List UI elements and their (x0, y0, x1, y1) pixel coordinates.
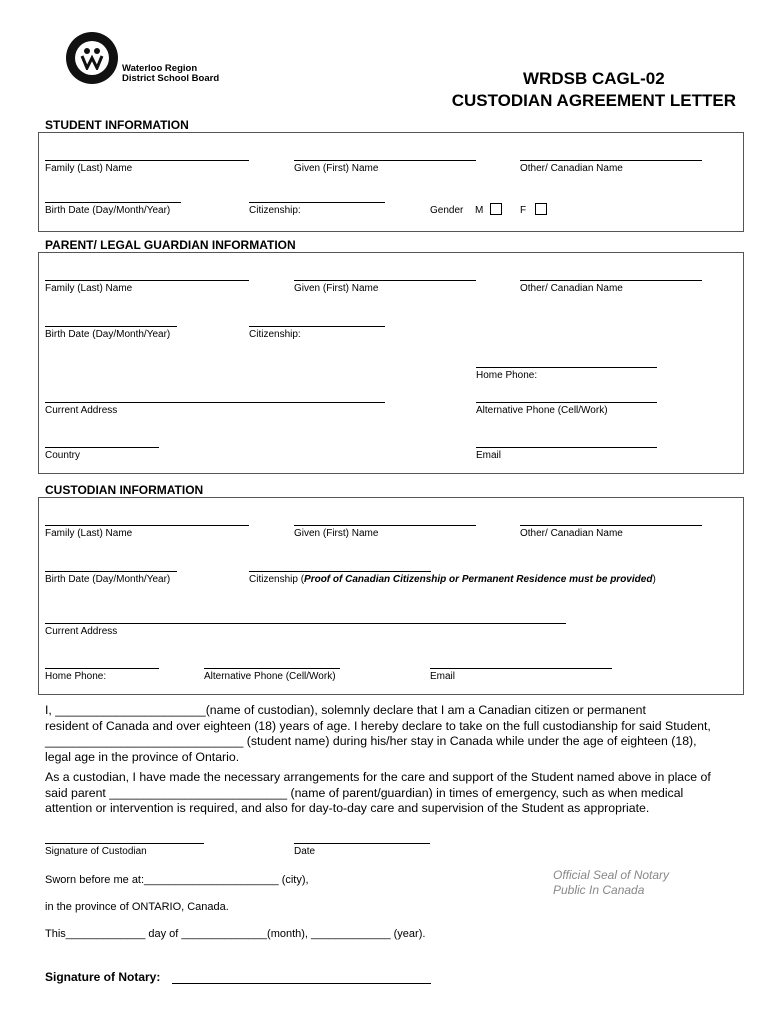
guardian-given-name-field[interactable] (294, 280, 476, 281)
notary-signature-label: Signature of Notary: (45, 970, 161, 984)
org-line2: District School Board (122, 73, 220, 84)
custodian-birth-date-field[interactable] (45, 571, 177, 572)
guardian-alt-phone-label: Alternative Phone (Cell/Work) (476, 405, 608, 416)
guardian-other-name-field[interactable] (520, 280, 702, 281)
custodian-given-name-field[interactable] (294, 525, 476, 526)
guardian-address-field[interactable] (45, 402, 385, 403)
student-given-name-field[interactable] (294, 160, 476, 161)
student-birth-date-field[interactable] (45, 202, 181, 203)
declaration-line: legal age in the province of Ontario. (45, 749, 240, 764)
custodian-arrangement-statement (45, 770, 737, 817)
guardian-home-phone-label: Home Phone: (476, 370, 538, 381)
guardian-family-name-field[interactable] (45, 280, 249, 281)
student-citizenship-label: Citizenship: (249, 205, 301, 216)
sworn-before-line: Sworn before me at:______________________ (city), (45, 874, 309, 886)
date-sworn-line: This_____________ day of ______________(month), _____________ (year). (45, 928, 426, 940)
student-family-name-label: Family (Last) Name (45, 163, 133, 174)
guardian-citizenship-field[interactable] (249, 326, 385, 327)
declaration-line: I, ______________________(name of custodian), solemnly declare that I am a Canadian citizen or permanent (45, 703, 646, 717)
custodian-info-box (38, 497, 744, 695)
declaration-line: _____________________________ (student name) during his/her stay in Canada while under the age of eighteen (18), (45, 734, 697, 749)
citizenship-proof-note: Proof of Canadian Citizenship or Permanent Residence must be provided (304, 574, 653, 585)
guardian-home-phone-field[interactable] (476, 367, 657, 368)
student-birth-date-label: Birth Date (Day/Month/Year) (45, 205, 171, 216)
custodian-citizenship-field[interactable] (249, 571, 431, 572)
citizenship-suffix: ) (652, 574, 656, 585)
student-gender-label: Gender (430, 205, 464, 216)
gender-f-label: F (520, 205, 527, 216)
custodian-alt-phone-field[interactable] (204, 668, 340, 669)
guardian-address-label: Current Address (45, 405, 118, 416)
gender-m-label: M (475, 205, 484, 216)
guardian-birth-date-label: Birth Date (Day/Month/Year) (45, 329, 171, 340)
guardian-email-label: Email (476, 450, 502, 461)
logo-figures-icon (80, 46, 104, 70)
student-other-name-label: Other/ Canadian Name (520, 163, 623, 174)
student-info-box (38, 132, 744, 232)
gender-m-checkbox[interactable] (490, 203, 502, 215)
guardian-alt-phone-field[interactable] (476, 402, 657, 403)
gender-f-checkbox[interactable] (535, 203, 547, 215)
guardian-birth-date-field[interactable] (45, 326, 177, 327)
guardian-email-field[interactable] (476, 447, 657, 448)
statement-line: said parent __________________________ (name of parent/guardian) in times of emergency, such as when medical (45, 785, 684, 800)
notary-signature-field[interactable] (172, 983, 431, 984)
custodian-family-name-field[interactable] (45, 525, 249, 526)
student-section-heading: STUDENT INFORMATION (45, 118, 189, 132)
student-family-name-field[interactable] (45, 160, 249, 161)
custodian-family-name-label: Family (Last) Name (45, 528, 133, 539)
student-other-name-field[interactable] (520, 160, 702, 161)
notary-seal-area (553, 868, 669, 898)
guardian-section-heading: PARENT/ LEGAL GUARDIAN INFORMATION (45, 238, 296, 252)
signature-date-field[interactable] (294, 843, 430, 844)
org-name (122, 64, 219, 84)
custodian-birth-date-label: Birth Date (Day/Month/Year) (45, 574, 171, 585)
student-given-name-label: Given (First) Name (294, 163, 379, 174)
custodian-address-field[interactable] (45, 623, 566, 624)
custodian-other-name-field[interactable] (520, 525, 702, 526)
custodian-email-label: Email (430, 671, 456, 682)
custodian-declaration (45, 703, 737, 765)
custodian-home-phone-label: Home Phone: (45, 671, 107, 682)
custodian-citizenship-label (249, 574, 656, 585)
guardian-other-name-label: Other/ Canadian Name (520, 283, 623, 294)
guardian-citizenship-label: Citizenship: (249, 329, 301, 340)
custodian-other-name-label: Other/ Canadian Name (520, 528, 623, 539)
citizenship-prefix: Citizenship ( (249, 574, 305, 585)
org-line1: Waterloo Region (122, 63, 198, 74)
document-title (452, 68, 736, 112)
province-line: in the province of ONTARIO, Canada. (45, 901, 229, 913)
custodian-signature-field[interactable] (45, 843, 204, 844)
guardian-info-box (38, 252, 744, 474)
statement-line: attention or intervention is required, and also for day-to-day care and supervision of the Student as appropriate. (45, 801, 650, 816)
guardian-family-name-label: Family (Last) Name (45, 283, 133, 294)
custodian-given-name-label: Given (First) Name (294, 528, 379, 539)
guardian-country-label: Country (45, 450, 81, 461)
custodian-email-field[interactable] (430, 668, 612, 669)
custodian-section-heading: CUSTODIAN INFORMATION (45, 483, 204, 497)
wrdsb-logo (66, 32, 118, 84)
signature-date-label: Date (294, 846, 316, 857)
guardian-given-name-label: Given (First) Name (294, 283, 379, 294)
custodian-alt-phone-label: Alternative Phone (Cell/Work) (204, 671, 336, 682)
statement-line: As a custodian, I have made the necessary arrangements for the care and support of the Student named above in place of (45, 770, 711, 784)
seal-line1: Official Seal of Notary (553, 868, 670, 882)
custodian-address-label: Current Address (45, 626, 118, 637)
form-title: CUSTODIAN AGREEMENT LETTER (451, 91, 736, 110)
guardian-country-field[interactable] (45, 447, 159, 448)
custodian-home-phone-field[interactable] (45, 668, 159, 669)
form-code: WRDSB CAGL-02 (523, 69, 665, 88)
custodian-signature-label: Signature of Custodian (45, 846, 147, 857)
student-citizenship-field[interactable] (249, 202, 385, 203)
seal-line2: Public In Canada (553, 883, 645, 897)
declaration-line: resident of Canada and over eighteen (18) years of age. I hereby declare to take on the full custodianship for said Student, (45, 718, 711, 733)
